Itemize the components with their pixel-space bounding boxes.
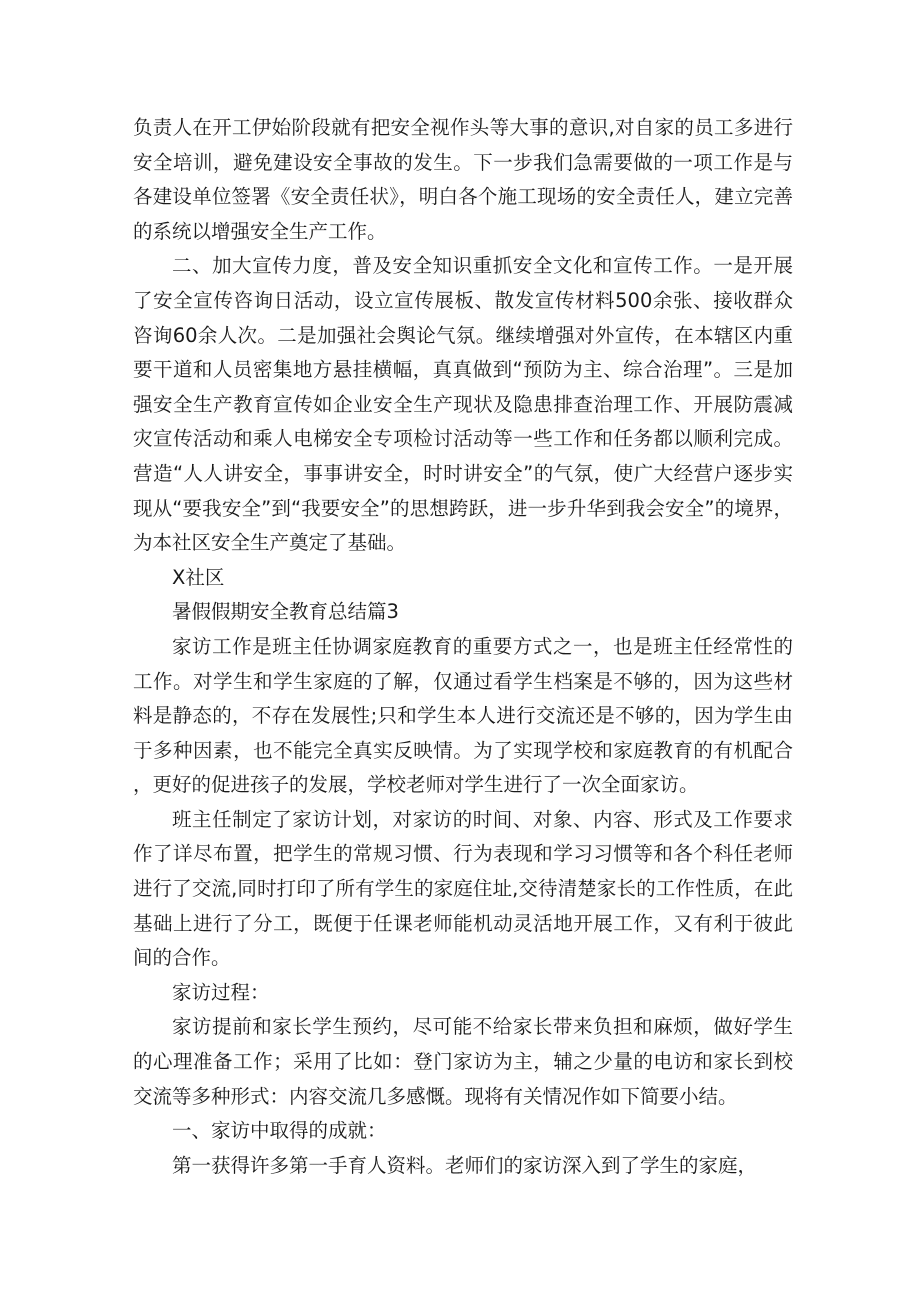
community-signature: X社区 xyxy=(172,565,225,589)
paragraph-publicity-efforts: 二、加大宣传力度，普及安全知识重抓安全文化和宣传工作。一是开展了安全宣传咨询日活动，设立宣传展板、散发宣传材料500余张、接收群众咨询60余人次。二是加强社会舆论气氛。继续增强对外宣传，在本辖区内重要干道和人员密集地方悬挂横幅，真真做到“预防为主、综合治理”。三是加强安全生产教育宣传如企业安全生产现状及隐患排查治理工作、开展防震减灾宣传活动和乘人电梯安全专项检讨活动等一些工作和任务都以顺利完成。营造“人人讲安全，事事讲安全，时时讲安全”的气氛，使广大经营户逐步实现从“要我安全”到“我要安全”的思想跨跃，进一步升华到我会安全”的境界，为本社区安全生产奠定了基础。 xyxy=(133,254,793,555)
paragraph-safety-responsibility: 负责人在开工伊始阶段就有把安全视作头等大事的意识,对自家的员工多进行安全培训，避免建设安全事故的发生。下一步我们急需要做的一项工作是与各建设单位签署《安全责任状》，明白各个施工现场的安全责任人，建立完善的系统以增强安全生产工作。 xyxy=(133,116,793,243)
paragraph-home-visit-importance: 家访工作是班主任协调家庭教育的重要方式之一，也是班主任经常性的工作。对学生和学生家庭的了解，仅通过看学生档案是不够的，因为这些材料是静态的，不存在发展性;只和学生本人进行交流还是不够的，因为学生由于多种因素，也不能完全真实反映情。为了实现学校和家庭教育的有机配合，更好的促进孩子的发展，学校老师对学生进行了一次全面家访。 xyxy=(133,634,793,797)
document-body xyxy=(133,111,793,1183)
paragraph-visit-plan: 班主任制定了家访计划，对家访的时间、对象、内容、形式及工作要求作了详尽布置，把学生的常规习惯、行为表现和学习习惯等和各个科任老师进行了交流,同时打印了所有学生的家庭住址,交待清楚家长的工作性质，在此基础上进行了分工，既便于任课老师能机动灵活地开展工作，又有利于彼此间的合作。 xyxy=(133,807,793,970)
paragraph-visit-process: 家访提前和家长学生预约，尽可能不给家长带来负担和麻烦，做好学生的心理准备工作；采用了比如：登门家访为主，辅之少量的电访和家长到校交流等多种形式：内容交流几多感慨。现将有关情况作如下简要小结。 xyxy=(133,1015,793,1108)
paragraph-first-achievement: 第一获得许多第一手育人资料。老师们的家访深入到了学生的家庭， xyxy=(172,1153,758,1177)
subheading-achievements: 一、家访中取得的成就： xyxy=(172,1119,387,1143)
subheading-visit-process: 家访过程： xyxy=(172,980,270,1004)
section-heading: 暑假假期安全教育总结篇3 xyxy=(172,600,399,624)
